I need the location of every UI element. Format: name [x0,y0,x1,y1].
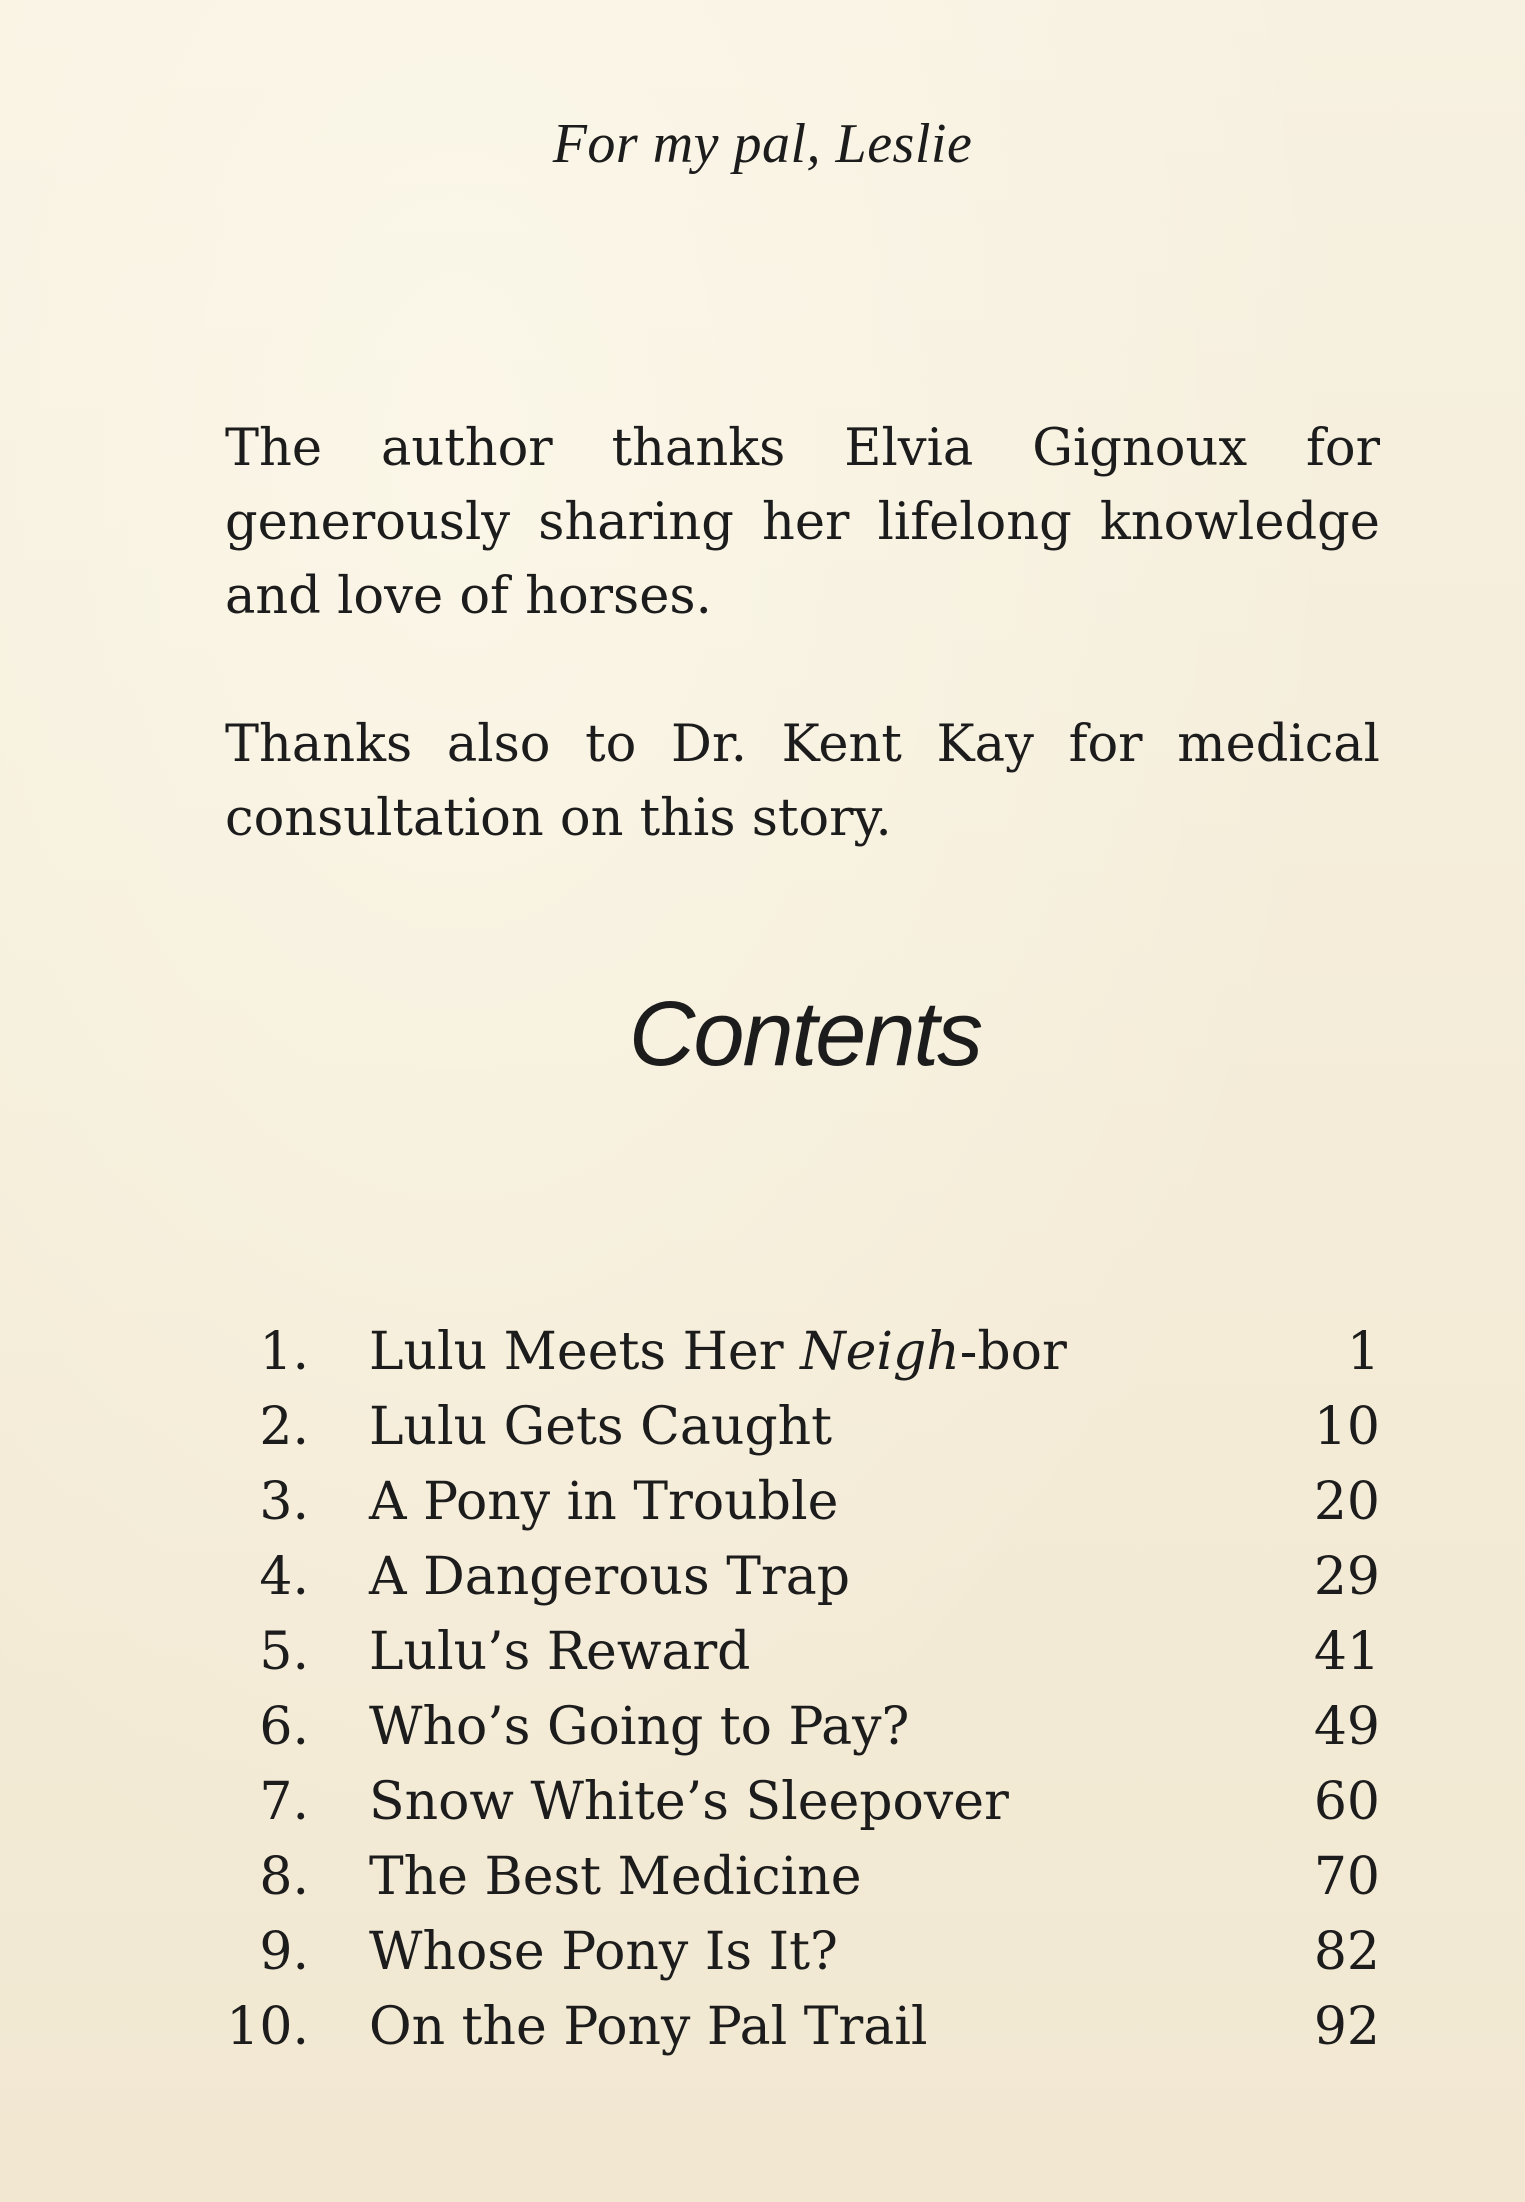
chapter-page: 70 [1313,1847,1380,1907]
toc-entry [225,1840,1380,1915]
chapter-title: The Best Medicine [369,1847,862,1907]
chapter-title: Lulu Gets Caught [369,1397,833,1457]
toc-entry [225,1915,1380,1990]
chapter-number: 3. [259,1472,309,1532]
chapter-page: 29 [1313,1547,1380,1607]
chapter-number: 6. [259,1697,309,1757]
chapter-page: 60 [1313,1772,1380,1832]
chapter-number: 9. [259,1922,309,1982]
chapter-title: Lulu’s Reward [369,1622,751,1682]
acknowledgment-paragraph: Thanks also to Dr. Kent Kay for medical consultation on this story. [225,715,1380,848]
chapter-page: 10 [1313,1397,1380,1457]
chapter-number: 7. [259,1772,309,1832]
chapter-page: 92 [1313,1997,1380,2057]
contents-heading: Contents [628,983,982,1085]
chapter-page: 82 [1313,1922,1380,1982]
toc-entry [225,1690,1380,1765]
chapter-title: Who’s Going to Pay? [369,1697,910,1757]
dedication: For my pal, Leslie [552,113,973,175]
toc-entry [225,1615,1380,1690]
toc-entry [225,1765,1380,1840]
chapter-number: 4. [259,1547,309,1607]
chapter-title: A Dangerous Trap [369,1547,851,1607]
chapter-page: 20 [1313,1472,1380,1532]
chapter-number: 1. [259,1322,309,1382]
chapter-title: Whose Pony Is It? [369,1922,838,1982]
chapter-number: 10. [226,1997,309,2057]
toc-entry [225,1990,1380,2065]
toc-entry [225,1540,1380,1615]
chapter-title: On the Pony Pal Trail [369,1997,928,2057]
chapter-page: 49 [1313,1697,1380,1757]
table-of-contents [225,1315,1380,2065]
chapter-number: 2. [259,1397,309,1457]
chapter-title: Snow White’s Sleepover [369,1772,1009,1832]
toc-entry [225,1315,1380,1390]
acknowledgment-paragraph: The author thanks Elvia Gignoux for generously sharing her lifelong knowledge and love of horses. [225,419,1380,626]
chapter-number: 5. [259,1622,309,1682]
chapter-title: A Pony in Trouble [369,1472,839,1532]
toc-entry [225,1465,1380,1540]
toc-entry [225,1390,1380,1465]
chapter-number: 8. [259,1847,309,1907]
chapter-title: Lulu Meets Her Neigh-bor [369,1322,1067,1382]
chapter-page: 1 [1346,1322,1380,1382]
chapter-page: 41 [1313,1622,1380,1682]
